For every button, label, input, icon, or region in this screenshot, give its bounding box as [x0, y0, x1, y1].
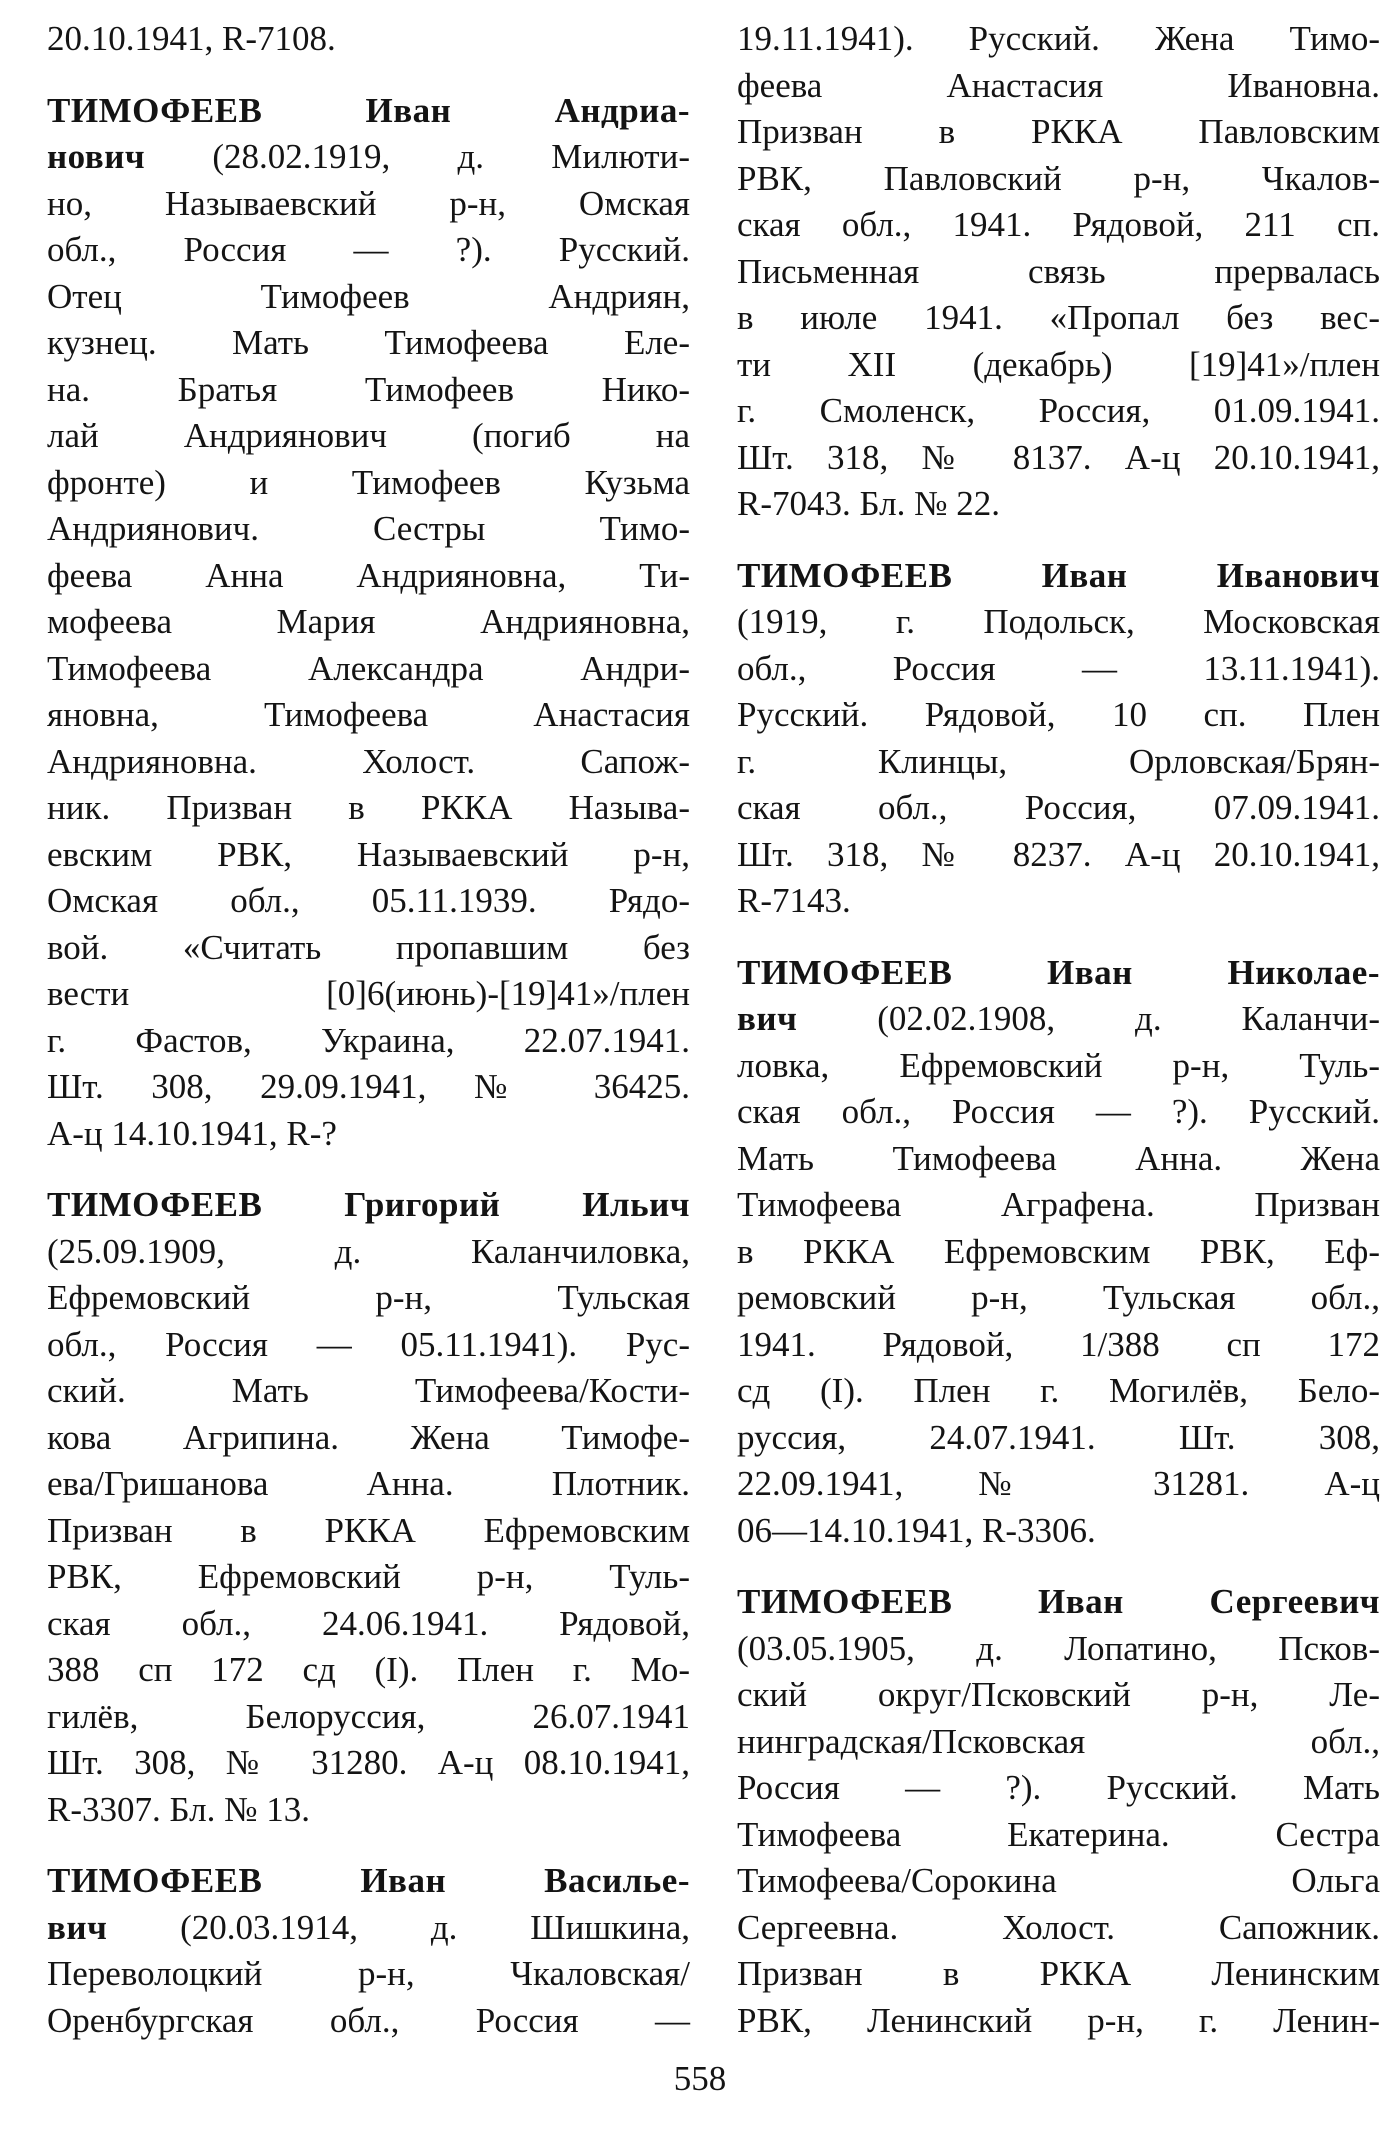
entry	[47, 1182, 690, 1833]
text-line: Призван в РККА Ефремовским	[47, 1510, 690, 1550]
text-line: ская обл., Россия — ?). Русский.	[737, 1092, 1380, 1131]
text-line	[737, 1579, 1380, 1626]
entry-surname-bold: ТИМОФЕЕВ Иван Василье-	[47, 1861, 690, 1900]
text-line: вести [0]6(июнь)-[19]41»/плен	[47, 974, 690, 1013]
column-left	[47, 16, 690, 2044]
text-line: Русский. Рядовой, 10 сп. Плен	[737, 695, 1380, 734]
text-line: нович (28.02.1919, д. Милюти-	[47, 137, 690, 176]
text-line: А-ц 14.10.1941, R-?	[47, 1113, 337, 1153]
entry	[47, 1858, 690, 2044]
text-line: евским РВК, Называевский р-н,	[47, 834, 690, 874]
text-line: г. Фастов, Украина, 22.07.1941.	[47, 1020, 690, 1060]
text-line: нинградская/Псковская обл.,	[737, 1721, 1380, 1761]
text-line: вич (20.03.1914, д. Шишкина,	[47, 1907, 690, 1947]
text-line: Оренбургская обл., Россия —	[47, 2000, 690, 2040]
text-line: 19.11.1941). Русский. Жена Тимо-	[737, 19, 1380, 58]
entry	[737, 553, 1380, 925]
text-line: РВК, Ленинский р-н, г. Ленин-	[737, 2000, 1380, 2040]
text-line: яновна, Тимофеева Анастасия	[47, 695, 690, 734]
text-line: обл., Россия — 05.11.1941). Рус-	[47, 1324, 690, 1364]
text-line: в июле 1941. «Пропал без вес-	[737, 298, 1380, 337]
text-line: ловка, Ефремовский р-н, Туль-	[737, 1045, 1380, 1085]
text-line: Шт. 318, № 8137. А-ц 20.10.1941,	[737, 437, 1380, 477]
text-line: (03.05.1905, д. Лопатино, Псков-	[737, 1628, 1380, 1668]
text-line: г. Смоленск, Россия, 01.09.1941.	[737, 391, 1380, 430]
text-line: Призван в РККА Павловским	[737, 112, 1380, 151]
text-line: вич (02.02.1908, д. Каланчи-	[737, 999, 1380, 1038]
text-line	[737, 950, 1380, 997]
text-line: кузнец. Мать Тимофеева Еле-	[47, 323, 690, 362]
text-line: гилёв, Белоруссия, 26.07.1941	[47, 1696, 690, 1736]
text-line	[737, 553, 1380, 600]
text-line: феева Анастасия Ивановна.	[737, 65, 1380, 105]
text-line: 20.10.1941, R-7108.	[47, 19, 336, 58]
text-line: Тимофеева Александра Андри-	[47, 648, 690, 688]
text-line: ский округ/Псковский р-н, Ле-	[737, 1675, 1380, 1714]
text-line: Андрияновна. Холост. Сапож-	[47, 741, 690, 781]
text-line: 06—14.10.1941, R-3306.	[737, 1510, 1096, 1550]
text-line: (1919, г. Подольск, Московская	[737, 602, 1380, 641]
text-line: лай Андриянович (погиб на	[47, 416, 690, 455]
text-line: Мать Тимофеева Анна. Жена	[737, 1138, 1380, 1178]
text-line: Андриянович. Сестры Тимо-	[47, 509, 690, 548]
text-line: Ефремовский р-н, Тульская	[47, 1278, 690, 1317]
text-line: 388 сп 172 сд (I). Плен г. Мо-	[47, 1650, 690, 1689]
text-line: R-3307. Бл. № 13.	[47, 1789, 310, 1829]
text-line: на. Братья Тимофеев Нико-	[47, 369, 690, 409]
text-line: Тимофеева/Сорокина Ольга	[737, 1861, 1380, 1900]
text-line	[47, 88, 690, 135]
entry	[737, 16, 1380, 528]
page-number: 558	[673, 2059, 727, 2098]
text-line: R-7143.	[737, 881, 851, 920]
text-line: фронте) и Тимофеев Кузьма	[47, 462, 690, 502]
text-line: ремовский р-н, Тульская обл.,	[737, 1278, 1380, 1317]
text-line: Сергеевна. Холост. Сапожник.	[737, 1907, 1380, 1947]
text-line: Отец Тимофеев Андриян,	[47, 276, 690, 316]
entry-surname-bold: ТИМОФЕЕВ Иван Николае-	[737, 952, 1380, 992]
text-line: РВК, Ефремовский р-н, Туль-	[47, 1557, 690, 1596]
text-line: Шт. 308, 29.09.1941, № 36425.	[47, 1067, 690, 1106]
text-line: ский. Мать Тимофеева/Кости-	[47, 1371, 690, 1410]
text-line: Тимофеева Аграфена. Призван	[737, 1185, 1380, 1224]
entry-surname-bold: вич	[47, 1907, 108, 1947]
entry	[47, 16, 690, 63]
text-line: обл., Россия — ?). Русский.	[47, 230, 690, 269]
text-line: ская обл., Россия, 07.09.1941.	[737, 788, 1380, 827]
entry-surname-bold: нович	[47, 137, 146, 176]
text-line: ти XII (декабрь) [19]41»/плен	[737, 344, 1380, 384]
text-line: Шт. 308, № 31280. А-ц 08.10.1941,	[47, 1743, 690, 1782]
text-line: ская обл., 1941. Рядовой, 211 сп.	[737, 205, 1380, 244]
text-line: ева/Гришанова Анна. Плотник.	[47, 1464, 690, 1503]
entry	[737, 950, 1380, 1555]
entry	[737, 1579, 1380, 2044]
text-line	[47, 1182, 690, 1229]
text-line: вой. «Считать пропавшим без	[47, 927, 690, 967]
text-line: РВК, Павловский р-н, Чкалов-	[737, 158, 1380, 198]
entry-surname-bold: ТИМОФЕЕВ Иван Сергеевич	[737, 1582, 1380, 1621]
text-line: ская обл., 24.06.1941. Рядовой,	[47, 1603, 690, 1643]
text-line: мофеева Мария Андрияновна,	[47, 602, 690, 641]
text-line	[47, 1858, 690, 1905]
entry-surname-bold: ТИМОФЕЕВ Иван Иванович	[737, 555, 1380, 595]
text-line: ник. Призван в РККА Называ-	[47, 788, 690, 827]
text-line: (25.09.1909, д. Каланчиловка,	[47, 1231, 690, 1271]
entry-surname-bold: вич	[737, 999, 798, 1038]
text-line: сд (I). Плен г. Могилёв, Бело-	[737, 1371, 1380, 1410]
text-line: обл., Россия — 13.11.1941).	[737, 648, 1380, 688]
text-line: 1941. Рядовой, 1/388 сп 172	[737, 1324, 1380, 1364]
entry-surname-bold: ТИМОФЕЕВ Григорий Ильич	[47, 1185, 690, 1224]
text-line: феева Анна Андрияновна, Ти-	[47, 555, 690, 595]
entry	[47, 88, 690, 1158]
text-line: г. Клинцы, Орловская/Брян-	[737, 741, 1380, 781]
text-line: Шт. 318, № 8237. А-ц 20.10.1941,	[737, 834, 1380, 874]
text-line: руссия, 24.07.1941. Шт. 308,	[737, 1417, 1380, 1457]
text-line: Переволоцкий р-н, Чкаловская/	[47, 1954, 690, 1993]
text-line: 22.09.1941, № 31281. А-ц	[737, 1464, 1380, 1503]
text-line: в РККА Ефремовским РВК, Еф-	[737, 1231, 1380, 1271]
text-line: Тимофеева Екатерина. Сестра	[737, 1814, 1380, 1854]
text-line: Россия — ?). Русский. Мать	[737, 1768, 1380, 1807]
text-line: Омская обл., 05.11.1939. Рядо-	[47, 881, 690, 920]
text-line: Письменная связь прервалась	[737, 251, 1380, 291]
text-line: Призван в РККА Ленинским	[737, 1954, 1380, 1993]
text-line: R-7043. Бл. № 22.	[737, 484, 1000, 523]
text-line: кова Агрипина. Жена Тимофе-	[47, 1417, 690, 1457]
entry-surname-bold: ТИМОФЕЕВ Иван Андриа-	[47, 90, 690, 130]
column-right	[737, 16, 1380, 2044]
text-line: но, Называевский р-н, Омская	[47, 183, 690, 223]
